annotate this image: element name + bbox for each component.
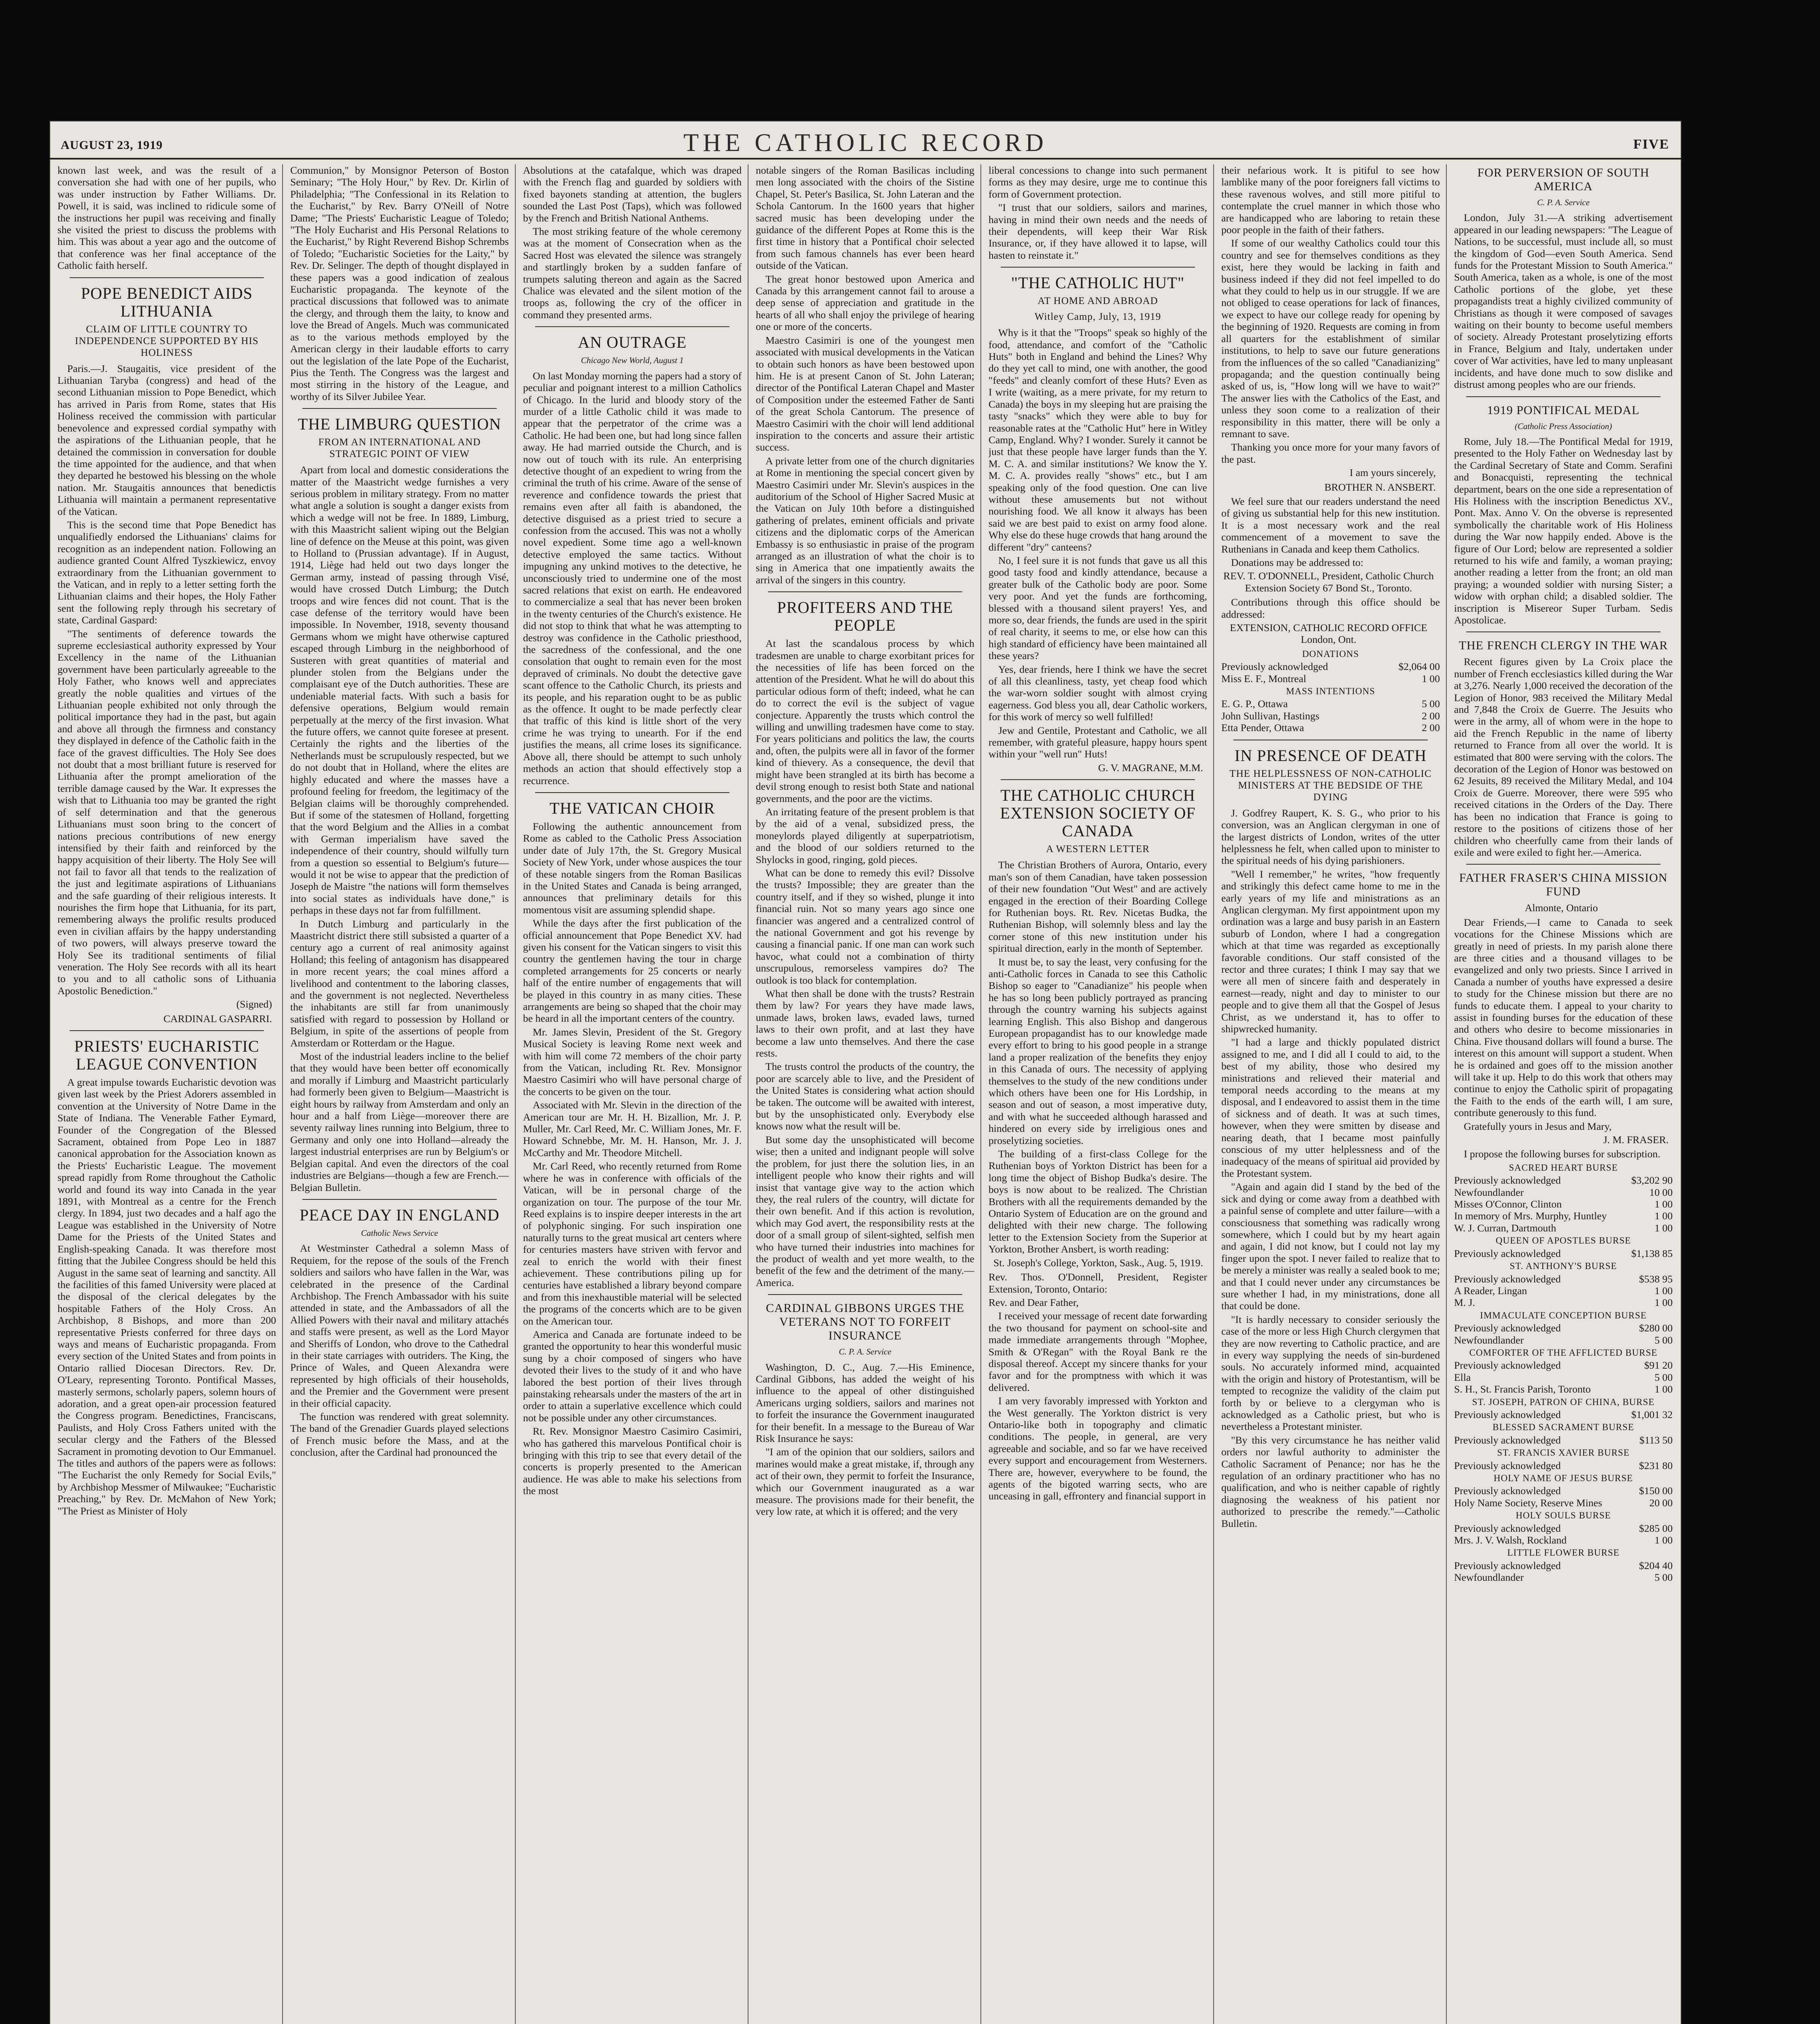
article-divider <box>302 408 497 409</box>
burse-heading: IMMACULATE CONCEPTION BURSE <box>1480 1310 1647 1320</box>
burse-amount: 5 00 <box>1654 1334 1673 1346</box>
burse-contributor: Newfoundlander <box>1454 1186 1524 1198</box>
burse-amount: $538 95 <box>1639 1273 1673 1285</box>
burse-amount: 5 00 <box>1654 1571 1673 1584</box>
article-continued-text: known last week, and was the result of a conversation she had with one of her pupils, who was under instruction by Father Williams. Dr. Powell, it is said, was inclined to ridicule some of the instructions her pupil was receiving and finally she visited the priest to discuss the problems with him. This was about a year ago and the outcome of that conference was her final acceptance of the Catholic faith herself. <box>57 164 276 272</box>
burse-amount: $280 00 <box>1639 1322 1673 1334</box>
burse-contributor: Previously acknowledged <box>1454 1434 1561 1446</box>
burse-table <box>1454 1359 1673 1395</box>
paragraph: A great impulse towards Eucharistic devotion was given last week by the Priest Adorers assembled in convention at the University of Notre Dame in the State of Indiana. The Venerable Father Eymard, Founder of the Congregation of the Blessed Sacrament, obtained from Pope Leo in 1887 canonical approbation for the Association known as the Priests' Eucharistic League. The movement spread rapidly from Rome throughout the Catholic world and found its way into Canada in the year 1891, with Montreal as a centre for the French clergy. In 1894, just two decades and a half ago the League was established in the University of Notre Dame for the Priests of the United States and English-speaking Canada. It was therefore most fitting that the Jubilee Congress should be held this August in the same seat of learning and sanctity. All the facilities of this famed University were placed at the disposal of the clerical delegates by the hospitable Fathers of the Holy Cross. An Archbishop, 8 Bishops, and more than 200 representative Priests conferred for three days on ways and means of Eucharistic propaganda. From every section of the United States and from points in Ontario rallied Diocesan Directors. Rev. Dr. O'Leary, representing Toronto. Pontifical Masses, masterly sermons, scholarly papers, solemn hours of adoration, and a great open-air procession featured the Congress program. Benedictines, Franciscans, Paulists, and Holy Cross Fathers united with the secular clergy and the Fathers of the Blessed Sacrament in promoting devotion to Our Emmanuel. The titles and authors of the papers were as follows: "The Eucharist the only Remedy for Social Evils," by Archbishop Messmer of Milwaukee; "Eucharistic Preaching," by Rev. Dr. McMahon of New York; "The Priest as Minister of Holy <box>57 1076 276 1517</box>
table-row <box>1454 1359 1673 1371</box>
source-credit: Chicago New World, August 1 <box>581 355 684 366</box>
burse-heading: ST. JOSEPH, PATRON OF CHINA, BURSE <box>1472 1397 1655 1407</box>
subheadline-helplessness: THE HELPLESSNESS OF NON-CATHOLIC MINISTERS AT THE BEDSIDE OF THE DYING <box>1229 768 1432 803</box>
column-3 <box>523 164 742 2024</box>
burse-table <box>1454 1409 1673 1420</box>
paragraph: If some of our wealthy Catholics could tour this country and see for themselves conditions as they exist, here they would be lacking in faith and business indeed if they did not feel impelled to do what they could to help us in our struggle. If we are not obliged to cease operations for lack of finances, we expect to have our college ready for opening by the beginning of 1920. Requests are coming in from all quarters for the establishment of similar institutions, to help to save our future generations from the influences of the so called "Canadianizing" propaganda; and the question continually being asked of us, is, "How long will we have to wait?" The answer lies with the Catholics of the East, and unless they soon come to a realization of their responsibility in this matter, there will be only a remnant to save. <box>1221 237 1440 440</box>
source-credit: C. P. A. Service <box>839 1347 891 1357</box>
burse-contributor: Previously acknowledged <box>1454 1359 1561 1371</box>
table-row: E. G. P., Ottawa 5 00 <box>1221 698 1440 710</box>
burse-heading: ST. FRANCIS XAVIER BURSE <box>1497 1448 1630 1458</box>
paragraph: The Christian Brothers of Aurora, Ontario, every man's son of them Canadian, have taken possession of their new foundation "Out West" and are actively engaged in the erection of their Boarding College for Ruthenian boys. Rt. Rev. Nicetas Budka, the Ruthenian Bishop, will solemnly bless and lay the corner stone of this new institution under his spiritual direction, early in the month of September. <box>989 859 1207 955</box>
subheadline-lithuania: CLAIM OF LITTLE COUNTRY TO INDEPENDENCE SUPPORTED BY HIS HOLINESS <box>75 323 259 358</box>
burse-contributor: A Reader, Lingan <box>1454 1284 1527 1297</box>
paragraph: The most striking feature of the whole ceremony was at the moment of Consecration when as the Sacred Host was elevated the silence was strangely and startlingly broken by a sudden fanfare of trumpets saluting thereon and again as the Sacred Chalice was elevated and the silent motion of the troops as, following the cry of the officer in command they presented arms. <box>523 225 742 321</box>
burse-table <box>1454 1273 1673 1309</box>
paragraph: notable singers of the Roman Basilicas including men long associated with the choirs of the Sistine Chapel, St. Peter's Basilica, St. John Lateran and the Schola Cantorum. In the 1600 years that higher sacred music has been developing under the guidance of the different Popes at Rome this is the first time in history that a Pontifical choir selected from such famous channels has ever been heard outside of the Vatican. <box>756 164 974 272</box>
column-rule <box>515 164 516 2024</box>
burse-contributor: Previously acknowledged <box>1454 1522 1561 1534</box>
burse-amount: $113 50 <box>1639 1434 1673 1446</box>
burse-contributor: Ella <box>1454 1371 1471 1383</box>
article-divider <box>302 1199 497 1200</box>
burse-contributor: Previously acknowledged <box>1454 1485 1561 1497</box>
paragraph: Washington, D. C., Aug. 7.—His Eminence, Cardinal Gibbons, has added the weight of his influence to the appeal of other distinguished Americans urging soldiers, sailors and marines not to forfeit the insurance the Government inaugurated for their benefit. In a message to the Bureau of War Risk Insurance he says: <box>756 1361 974 1444</box>
burse-contributor: S. H., St. Francis Parish, Toronto <box>1454 1383 1591 1395</box>
headline-peace-day: PEACE DAY IN ENGLAND <box>300 1205 500 1224</box>
dateline: Witley Camp, July, 13, 1919 <box>1034 311 1161 323</box>
paragraph: Recent figures given by La Croix place the number of French ecclesiastics killed during the War at 3,276. Nearly 1,000 received the decoration of the Legion of Honor, 983 received the Military Medal and 7,848 the Croix de Guerre. The Jesuits who were in the army, all of whom were in the hope to aid the French Republic in the name of liberty returned to France from all over the world. It is estimated that 800 were serving with the colors. The decoration of the Legion of Honor was bestowed on 62 Jesuits, 89 received the Military Medal, and 104 Croix de Guerre. Moreover, there were 595 who received citations in the Orders of the Day. There has been no indication that France is going to restore to the positions of citizens those of her children who cheerfully came from their lands of exile and were exiled to fight her.—America. <box>1454 656 1673 858</box>
paragraph: The building of a first-class College for the Ruthenian boys of Yorkton District has been for a long time the object of Bishop Budka's desire. The boys is now about to be realized. The Christian Brothers with all the requirements demanded by the Ontario System of Education are on the ground and delighted with their new charge. The following letter to the Extension Society from the Superior at Yorkton, Brother Ansbert, is worth reading: <box>989 1148 1207 1255</box>
article-divider <box>1466 631 1661 632</box>
burse-table <box>1454 1322 1673 1346</box>
table-row <box>1454 1273 1673 1285</box>
paragraph: Thanking you once more for your many favors of the past. <box>1221 441 1440 465</box>
burse-table <box>1454 1434 1673 1446</box>
article-divider <box>1466 396 1661 397</box>
signature: G. V. MAGRANE, M.M. <box>1098 761 1203 774</box>
paragraph: Contributions through this office should be addressed: <box>1221 596 1440 620</box>
burse-amount: 10 00 <box>1649 1186 1673 1198</box>
paragraph: "The sentiments of deference towards the supreme ecclesiastical authority expressed by Your Excellency in the name of the Lithuanian government have been particularly agreeable to the Holy Father, who knows well and appreciates greatly the noble qualities and virtues of the Lithuanian people exhibited not only through the political importance they had in the past, but again and above all through the firmness and constancy they displayed in defence of the Catholic faith in the face of the gravest difficulties. The Holy See does not doubt that a most brilliant future is reserved for Lithuania after the prompt amelioration of the terrible damage caused by the War. It expresses the wish that to Lithuania too may be granted the right of self determination and that the generous Lithuanians must soon bring to the concert of nations precious contributions of new energy intensified by their faith and reinforced by the happy acquisition of their liberty. The Holy See will not fail to favor all that tends to the realization of the just and legitimate aspirations of Lithuanians and the safe guarding of their religious interests. It nourishes the firm hope that Lithuania, for its part, remembering always the prolific results produced even in civilian affairs by the happy understanding of two powers, will always preserve toward the Holy See its traditional sentiments of filial veneration. The Holy See records with all its heart to you and to all catholic sons of Lithuania Apostolic Benediction." <box>57 627 276 997</box>
table-row <box>1454 1409 1673 1420</box>
table-row: Previously acknowledged $2,064 00 <box>1221 661 1440 673</box>
column-1 <box>57 164 276 2024</box>
table-row <box>1454 1522 1673 1534</box>
article-divider <box>535 326 729 327</box>
mass-intentions-heading: MASS INTENTIONS <box>1286 686 1376 697</box>
burse-amount: $1,001 32 <box>1631 1408 1673 1420</box>
burse-contributor: Previously acknowledged <box>1454 1322 1561 1334</box>
burse-amount: $1,138 85 <box>1631 1247 1673 1259</box>
article-divider <box>1001 779 1195 780</box>
column-2 <box>290 164 509 2024</box>
burse-heading: HOLY NAME OF JESUS BURSE <box>1493 1473 1633 1483</box>
paragraph: "I trust that our soldiers, sailors and marines, having in mind their own needs and the needs of their dependents, will keep their War Risk Insurance, or, if they have allowed it to lapse, will hasten to reinstate it." <box>989 202 1207 261</box>
burse-contributor: Previously acknowledged <box>1454 1273 1561 1285</box>
table-row <box>1454 1383 1673 1395</box>
burse-amount: 1 00 <box>1654 1198 1673 1210</box>
burse-table <box>1454 1560 1673 1584</box>
paragraph: Yes, dear friends, here I think we have the secret of all this cleanliness, tasty, yet cheap food which the war-worn soldier sought with almost crying eagerness. God bless you all, dear Catholic workers, for this work of mercy so well fulfilled! <box>989 663 1207 723</box>
column-5 <box>989 164 1207 2024</box>
column-rule <box>282 164 283 2024</box>
article-divider <box>535 792 729 793</box>
issue-date: AUGUST 23, 1919 <box>61 138 163 152</box>
paragraph: Rt. Rev. Monsignor Maestro Casimiro Casimiri, who has gathered this marvelous Pontifical choir is bringing with this trip to see that every detail of the concerts is properly presented to the American audience. He was able to make his selections from the most <box>523 1425 742 1497</box>
article-divider <box>768 591 962 592</box>
paragraph: Following the authentic announcement from Rome as cabled to the Catholic Press Association under date of July 17th, the St. Gregory Musical Society of New York, under whose auspices the tour of these notable singers from the Roman Basilicas in the United States and Canada is being arranged, announces that preliminary details for this momentous visit are assuming splendid shape. <box>523 820 742 916</box>
paragraph: Jew and Gentile, Protestant and Catholic, we all remember, with grateful pleasure, happy hours spent within your "well run" Huts! <box>989 724 1207 760</box>
paragraph: What then shall be done with the trusts? Restrain them by law? For years they have made laws, unmade laws, broken laws, evaded laws, turned laws to their own profit, and at last they have become a law unto themselves. And there the case rests. <box>756 988 974 1059</box>
signature: J. M. FRASER. <box>1603 1134 1669 1146</box>
subheadline-catholic-hut: AT HOME AND ABROAD <box>1038 296 1158 307</box>
paragraph: Donations may be addressed to: <box>1231 557 1363 568</box>
table-row <box>1454 1560 1673 1571</box>
table-row <box>1454 1460 1673 1471</box>
burse-contributor: Holy Name Society, Reserve Mines <box>1454 1497 1602 1509</box>
burse-heading: HOLY SOULS BURSE <box>1516 1510 1611 1521</box>
paragraph: Mr. James Slevin, President of the St. Gregory Musical Society is leaving Rome next week and with him will come 72 members of the choir party from the Vatican, including Rt. Rev. Monsignor Maestro Casimiri who will have personal charge of the concerts to be given on the tour. <box>523 1026 742 1097</box>
paragraph: No, I feel sure it is not funds that gave us all this good tasty food and kindly attendance, because a greater bulk of the Catholic body are poor. Some very poor. And yet the funds are forthcoming, blessed with a thousand silent prayers! Yes, and more so, dear friends, the funds are used in the spirit of real charity, it seems to me, or else how can this high standard of efficiency have been maintained all these years? <box>989 554 1207 662</box>
paragraph: I propose the following burses for subscription. <box>1464 1148 1661 1160</box>
paragraph: We feel sure that our readers understand the need of giving us substantial help for this new institution. It is a most necessary work and the real commencement of a movement to save the Ruthenians in Canada and keep them Catholics. <box>1221 495 1440 555</box>
burse-amount: 5 00 <box>1654 1371 1673 1383</box>
table-row <box>1454 1334 1673 1346</box>
table-row <box>1454 1571 1673 1583</box>
newspaper-title: THE CATHOLIC RECORD <box>683 129 1048 157</box>
paragraph: liberal concessions to change into such permanent forms as they may desire, urge me to continue this form of Government protection. <box>989 164 1207 200</box>
burse-amount: 1 00 <box>1654 1383 1673 1395</box>
donations-heading: DONATIONS <box>1302 648 1359 659</box>
headline-french-clergy: THE FRENCH CLERGY IN THE WAR <box>1459 639 1668 653</box>
paragraph: The function was rendered with great solemnity. The band of the Grenadier Guards played selections of French music before the Mass, and at the conclusion, after the Cardinal had pronounced the <box>290 1411 509 1458</box>
table-row: Miss E. F., Montreal 1 00 <box>1221 672 1440 685</box>
paragraph: Maestro Casimiri is one of the youngest men associated with musical developments in the Vatican to obtain such honors as have been bestowed upon him. He is at present Canon of St. John Lateran; director of the Pontifical Lateran Chapel and Master of Composition under the esteemed Father de Santi of the great Schola Cantorum. The presence of Maestro Casimiri with the choir will lend additional inspiration to the concerts and assure their artistic success. <box>756 334 974 453</box>
column-rule <box>1213 164 1214 2024</box>
table-row <box>1454 1210 1673 1222</box>
donations-table <box>1221 661 1440 685</box>
headline-vatican-choir: THE VATICAN CHOIR <box>549 799 715 817</box>
burse-amount: 1 00 <box>1654 1222 1673 1234</box>
table-row <box>1454 1371 1673 1383</box>
paragraph: In Dutch Limburg and particularly in the Maastricht district there still subsisted a quarter of a century ago a current of real animosity against Holland; this feeling of antagonism has disappeared in more recent years; the coal mines afford a livelihood and contentment to the laboring classes, and the government is not neglected. Nevertheless the inhabitants are still far from unanimously satisfied with regard to possession by Holland or Belgium, in spite of the assertions of people from Amsterdam or Rotterdam or the Hague. <box>290 918 509 1049</box>
paragraph: What can be done to remedy this evil? Dissolve the trusts? Impossible; they are greater than the country itself, and if they so wished, plunge it into financial ruin. Not so many years ago since one financier was angered and a centralized control of the national Government and got his revenge by causing a financial panic. If one man can work such havoc, what could not a combination of thirty unscrupulous, remorseless vampires do? The outlook is too black for contemplation. <box>756 867 974 986</box>
page-number: FIVE <box>1633 137 1669 152</box>
paragraph: Apart from local and domestic considerations the matter of the Maastricht wedge furnishes a very serious problem in military strategy. From no matter what angle a solution is sought a danger exists from which a wedge will not be free. In 1889, Limburg, with this Maastricht salient wiping out the Belgian line of defence on the Meuse at this point, was given to Holland to (Prussian advantage). If in August, 1914, Liège had held out two days longer the German army, instead of passing through Visé, would have crossed Dutch Limburg; the Dutch troops and wire fences did not count. That is the case defense of the territory would have been impossible. In November, 1918, seventy thousand Germans whom we might have otherwise captured escaped through Limburg in the neighborhood of Susteren with great quantities of material and plunder stolen from the Belgians under the complaisant eye of the Dutch authorities. These are undeniable material facts. With such a basis for defensive operations, Belgium would remain perpetually at the mercy of the first invasion. What the future offers, we cannot quite foresee at present. Certainly the rights and the liberties of the Netherlands must be scrupulously respected, but we do not doubt that in Holland, where the elites are highly educated and where the masses have a profound feeling for freedom, the legitimacy of the Belgian claims will be thoroughly comprehended. But if some of the statesmen of Holland, forgetting that the word Belgium and the Allies in a combat with German imperialism have saved the independence of their country, should wilfully turn from a question so essential to Belgium's future—would it not be wise to appear that the prediction of Joseph de Maistre "the nations will form themselves into social states as individuals have done," is perhaps in these days not far from fulfillment. <box>290 464 509 916</box>
column-7 <box>1454 164 1673 2024</box>
paragraph: Absolutions at the catafalque, which was draped with the French flag and guarded by soldiers with fixed bayonets standing at attention, the buglers sounded the Last Post (Taps), which was followed by the French and British National Anthems. <box>523 164 742 224</box>
table-row <box>1454 1198 1673 1210</box>
burse-contributor: W. J. Curran, Dartmouth <box>1454 1222 1556 1234</box>
headline-profiteers: PROFITEERS AND THE PEOPLE <box>777 598 953 635</box>
burse-contributor: Newfoundlander <box>1454 1571 1524 1584</box>
burse-listings <box>1454 1162 1673 1584</box>
headline-cardinal-gibbons: CARDINAL GIBBONS URGES THE VETERANS NOT TO FORFEIT INSURANCE <box>765 1301 965 1343</box>
burse-contributor: M. J. <box>1454 1297 1475 1309</box>
article-divider <box>1001 267 1195 268</box>
paragraph: Rome, July 18.—The Pontifical Medal for 1919, presented to the Holy Father on Wednesday last by the Cardinal Secretary of State and Comm. Serafini and Bonacquisti, representing the technical department, bears on the one side a representation of His Holiness with the inscription Benedictus XV., Pont. Max. Anno V. On the obverse is represented symbolically the charitable work of His Holiness during the War now happily ended. Above is the figure of Our Lord; below are represented a soldier returned to his wife and family, a woman praying; another reading a letter from the front; an old man praying; a wounded soldier with nursing Sister; a widow with orphan child; a disabled soldier. The inscription is Misereor Super Turbam. Sedis Apostolicae. <box>1454 435 1673 626</box>
dateline: Almonte, Ontario <box>1524 902 1598 914</box>
burse-heading: COMFORTER OF THE AFFLICTED BURSE <box>1469 1347 1658 1358</box>
source-credit: C. P. A. Service <box>1537 198 1590 207</box>
paragraph: "By this very circumstance he has neither valid orders nor lawful authority to administer the Catholic Sacrament of Penance; nor has he the regulation of an ordinary practitioner who has no qualification, and who is neither capable of rightly diagnosing the weakness of his patient nor authorized to prescribe the remedy."—Catholic Bulletin. <box>1221 1434 1440 1529</box>
burse-amount: $231 80 <box>1639 1459 1673 1471</box>
paragraph: At last the scandalous process by which tradesmen are unable to charge exorbitant prices for the necessities of life has been forced on the attention of the President. What he will do about this particular odious form of theft; indeed, what he can do to correct the evil is the subject of vague conjecture. Apparently the trusts which control the willing and unwilling tradesmen have come to stay. For years politicians and politics the law, the courts and, often, the pulpits were all in favor of the former kind of thievery. As a consequence, the devil that might have been strangled at its birth has become a devil strong enough to resist both State and national governments, and the poor are the victims. <box>756 638 974 804</box>
subheadline-limburg: FROM AN INTERNATIONAL AND STRATEGIC POINT OF VIEW <box>318 437 481 460</box>
column-rule <box>980 164 981 2024</box>
table-row <box>1454 1222 1673 1234</box>
burse-table <box>1454 1248 1673 1259</box>
masthead <box>49 128 1682 159</box>
burse-amount: $3,202 90 <box>1631 1174 1673 1186</box>
burse-contributor: Previously acknowledged <box>1454 1174 1561 1186</box>
headline-south-america: FOR PERVERSION OF SOUTH AMERICA <box>1477 166 1650 193</box>
headline-pontifical-medal: 1919 PONTIFICAL MEDAL <box>1487 403 1640 417</box>
paragraph: America and Canada are fortunate indeed to be granted the opportunity to hear this wonderful music sung by a choir composed of singers who have devoted their lives to the study of it and who have labored the best portion of their lives through painstaking rehearsals under the masters of the art in order to attain a superlative excellence which could not be possible under any other circumstances. <box>523 1328 742 1424</box>
burse-contributor: Previously acknowledged <box>1454 1247 1561 1259</box>
paragraph: The trusts control the products of the country, the poor are scarcely able to live, and the President of the United States is considering what action should be taken. The outcome will be awaited with interest, but by the unsophisticated only. Everybody else knows now what the result will be. <box>756 1061 974 1132</box>
burse-contributor: In memory of Mrs. Murphy, Huntley <box>1454 1210 1607 1222</box>
letter-place: St. Joseph's College, Yorkton, Sask., Aug. 5, 1919. <box>993 1256 1203 1269</box>
burse-amount: $285 00 <box>1639 1522 1673 1534</box>
headline-extension-society: THE CATHOLIC CHURCH EXTENSION SOCIETY OF CANADA <box>1000 786 1196 840</box>
paragraph: Associated with Mr. Slevin in the direction of the American tour are Mr. H. H. Bizallion, Mr. J. P. Muller, Mr. Carl Reed, Mr. C. William Jones, Mr. F. Howard Schnebbe, Mr. M. H. Hanson, Mr. J. J. McCarthy and Mr. Theodore Mitchell. <box>523 1099 742 1159</box>
table-row <box>1454 1285 1673 1297</box>
paragraph: Mr. Carl Reed, who recently returned from Rome where he was in conference with officials of the Vatican, will be in personal charge of the organization on tour. The purpose of the tour Mr. Reed explains is to inspire deeper interests in the art of polyphonic singing. For such inspiration one naturally turns to the great musical art centers where for centuries masters have striven with fervor and zeal to enrich the world with their finest achievement. These contributions piling up for centuries have established a library beyond compare and from this inexhaustible material will be selected the programs of the concerts which are to be given on the American tour. <box>523 1160 742 1327</box>
burse-table <box>1454 1485 1673 1509</box>
letter-closing: Gratefully yours in Jesus and Mary, <box>1464 1120 1612 1132</box>
burse-amount: $150 00 <box>1639 1485 1673 1497</box>
headline-pope-benedict: POPE BENEDICT AIDS LITHUANIA <box>81 284 253 320</box>
source-credit: Catholic News Service <box>361 1228 438 1238</box>
column-rule <box>1446 164 1447 2024</box>
paragraph: J. Godfrey Raupert, K. S. G., who prior to his conversion, was an Anglican clergyman in one of the largest districts of London, writes of the utter helplessness he felt, when called upon to minister to the spiritual needs of his dying parishioners. <box>1221 807 1440 867</box>
source-credit: (Catholic Press Association) <box>1514 421 1612 431</box>
table-row <box>1454 1434 1673 1446</box>
headline-limburg-question: THE LIMBURG QUESTION <box>298 415 502 434</box>
article-divider <box>768 1294 962 1295</box>
paragraph: But some day the unsophisticated will become wise; then a united and indignant people will solve the problem, for just there the solution lies, in an intelligent people who know their rights and will insist that vantage give way to the action which they, the real rulers of the country, will dictate for their own benefit. And if this action is revolution, which may God avert, the responsibility rests at the door of a small group of silent-sighted, selfish men who have turned their industries into machines for the product of wealth and yet more wealth, to the benefit of the few and the detriment of the many.—America. <box>756 1133 974 1288</box>
paragraph: While the days after the first publication of the official announcement that Pope Benedict XV. had given his consent for the Vatican singers to visit this country the gentlemen having the tour in charge completed arrangements for 25 concerts or nearly half of the entire number of engagements that will be played in this country in as many cities. These arrangements are being so shaped that the choir may be heard in all the important centers of the country. <box>523 917 742 1025</box>
paragraph: It must be, to say the least, very confusing for the anti-Catholic forces in Canada to see this Catholic Bishop so eager to "Canadianize" his people when he has so long been publicly portrayed as prancing through the country warning his subjects against learning English. This also Bishop and dangerous European propagandist has to our knowledge made every effort to bring to his good people in a strange land a proper realization of the benefits they enjoy in this Canada of ours. The necessity of applying themselves to the study of the new conditions under which others have been one for His Lordship, in season and out of season, a most imperative duty, and with what he succeeded although harassed and hindered on every side by irreligious ones and proselytizing societies. <box>989 956 1207 1146</box>
paragraph: At Westminster Cathedral a solemn Mass of Requiem, for the repose of the souls of the French soldiers and sailors who have fallen in the War, was celebrated in the presence of the Cardinal Archbishop. The French Ambassador with his suite attended in state, and the Ambassadors of all the Allied Powers with their naval and military attachés and staffs were present, as well as the Lord Mayor and Sheriffs of London, who drove to the Cathedral in their state carriages with outriders. The King, the Prince of Wales, and Queen Alexandra were represented by high officials of their households, and the Premier and the Government were present in their official capacity. <box>290 1242 509 1409</box>
paragraph: Why is it that the "Troops" speak so highly of the food, attendance, and comfort of the "Catholic Huts" both in England and behind the Lines? Why do they yet call to mind, one with another, the good "feeds" and cleanly comfort of these Huts? Even as I write (waiting, as a mere private, for my return to Canada) the boys in my sleeping hut are praising the tasty "snacks" which they were able to buy for reasonable rates at the "Catholic Hut" here in Witley Camp, England. Why? I wonder. Surely it cannot be just that these people have larger funds than the Y. M. C. A. and similar institutions? We know the Y. M. C. A. provides really "shows" etc., but I am speaking only of the food question. One can live without these amusements but not without nourishing food. We all know it always has been said we are best paid to exist on army food alone. Why else do these huge crowds that hang around the different "dry" canteens? <box>989 327 1207 553</box>
paragraph: This is the second time that Pope Benedict has unqualifiedly endorsed the Lithuanians' claims for recognition as an independent nation. Following an audience granted Count Alfred Tyszkiewicz, envoy extraordinary from the Lithuanian government to the Vatican, and in reply to a letter setting forth the Lithuanian claims and their hopes, the Holy Father sent the following reply through his secretary of state, Cardinal Gaspard: <box>57 519 276 626</box>
table-row <box>1454 1485 1673 1497</box>
paragraph: On last Monday morning the papers had a story of peculiar and poignant interest to a million Catholics of Chicago. In the lurid and bloody story of the murder of a little Catholic child it was made to appear that the perpetrator of the crime was a Catholic. He had been one, but had long since fallen away. He had married outside the Church, and is now out of touch with its rule. An enterprising detective thought of an expedient to wring from the criminal the truth of his crime. Aware of the sense of reverence and confidence towards the priest that remains even after all faith is abandoned, the detective disguised as a priest tried to secure a confession from the accused. This was not a wholly novel expedient. Some time ago a well-known detective employed the same tactics. Without impugning any unkind motives to the detective, he unconsciously tried to undermine one of the most sacred relations that exist on earth. He endeavored to commercialize a seal that has never been broken in the twenty centuries of the Church's existence. He did not stop to think that what he was attempting to destroy was confidence in the Catholic priesthood, the sacredness of the confessional, and the one consolation that ought to remain even for the most depraved of criminals. No doubt the detective gave scant offence to the Catholic Church, its priests and its people, and his reparation ought to be as public as the offence. It ought to be made perfectly clear that traffic of this kind is little short of the very crime he was trying to unearth. For if the end justifies the means, all crime loses its significance. Above all, there should be attempt to such unholy methods an action that should effectively stop a recurrence. <box>523 370 742 787</box>
headline-catholic-hut: "THE CATHOLIC HUT" <box>1011 274 1185 292</box>
signature: CARDINAL GASPARRI. <box>163 1012 272 1025</box>
burse-contributor: Previously acknowledged <box>1454 1408 1561 1420</box>
paragraph: I received your message of recent date forwarding the two thousand for payment on school-site and made immediate arrangements through "Mophee, Smith & O'Regan" with the Royal Bank re the disposal thereof. Accept my sincere thanks for your favor and for the promptness with which it was delivered. <box>989 1310 1207 1393</box>
burse-amount: 1 00 <box>1654 1284 1673 1297</box>
letter-closing: I am yours sincerely, <box>1350 467 1436 479</box>
paragraph: Communion," by Monsignor Peterson of Boston Seminary; "The Holy Hour," by Rev. Dr. Kirlin of Philadelphia; "The Confessional in its Relation to the Eucharist," by Rev. Barry O'Neill of Notre Dame; "The Priests' Eucharistic League of Toledo; "The Holy Eucharist and His Personal Relations to the Eucharist," by Right Reverend Bishop Schrembs of Toledo; "Eucharistic Societies for the Laity," by Rev. Dr. Selinger. The depth of thought displayed in these papers was a good indication of zealous Eucharistic propaganda. The keynote of the practical discussions that followed was to animate the clergy, and through them the laity, to know and love the Bread of Angels. Much was communicated as to the various methods employed by the American clergy in their laudable efforts to carry out the legislation of the late Pope of the Eucharist, Pius the Tenth. The Congress was the largest and most stirring in the history of the League, and worthy of its Silver Jubilee Year. <box>290 164 509 402</box>
burse-contributor: Previously acknowledged <box>1454 1459 1561 1471</box>
paragraph: I am very favorably impressed with Yorkton and the West generally. The Yorkton district is very Ontario-like both in topography and climatic conditions. The people, in general, are very agreeable and sociable, and so far we have received every support and encouragement from Westerners. There are, however, everywhere to be found, the agents of the bigoted warring sects, who are unceasing in gall, effrontery and financial support in <box>989 1395 1207 1502</box>
office-address: EXTENSION, CATHOLIC RECORD OFFICE London, Ont. <box>1230 622 1427 646</box>
burse-amount: $91 20 <box>1644 1359 1673 1371</box>
newspaper-page <box>49 121 1682 2024</box>
paragraph: A private letter from one of the church dignitaries at Rome in mentioning the special concert given by Maestro Casimiri under Mr. Slevin's auspices in the auditorium of the School of Higher Sacred Music at the Vatican on July 10th before a distinguished gathering of prelates, eminent officials and private citizens and the diplomatic corps of the American Embassy is so enthusiastic in praise of the program arranged as an illustration of what the choir is to sing in America that one impatiently awaits the arrival of the singers in this country. <box>756 455 974 586</box>
burse-amount: 1 00 <box>1654 1210 1673 1222</box>
article-divider <box>70 277 264 278</box>
paragraph: Most of the industrial leaders incline to the belief that they would have been better off economically and morally if Limburg and Maastricht particularly had formerly been given to Belgium—Maastricht is eight hours by railway from Amsterdam and only an hour and a half from Liège—moreover there are seventy railway lines running into Belgium, three to Germany and only one into Holland—already the largest industrial enterprises are run by Belgium's or Belgian capital. And even the directors of the coal industries are Belgians—though a few are French.—Belgian Bulletin. <box>290 1050 509 1193</box>
paragraph: An irritating feature of the present problem is that by the aid of a venal, subsidized press, the moneylords played diligently at superpatriotism, and the blood of our soldiers returned to the Shylocks in good, ringing, gold pieces. <box>756 806 974 865</box>
subheadline-western-letter: A WESTERN LETTER <box>1046 844 1150 855</box>
table-row <box>1454 1322 1673 1334</box>
burse-table <box>1454 1460 1673 1471</box>
paragraph: Paris.—J. Staugaitis, vice president of the Lithuanian Taryba (congress) and head of the second Lithuanian mission to Pope Benedict, which has arrived in Paris from Rome, states that His Holiness received the commission with particular benevolence and expressed cordial sympathy with the aspirations of the Lithuanian people, that he detained the commission in conversation for double the time appointed for the audience, and that when they departed he bestowed his blessing on the whole nation. Mr. Staugaitis announces that benedictis Lithuania will maintain a permanent representative of the Vatican. <box>57 362 276 517</box>
headline-eucharistic-league: PRIESTS' EUCHARISTIC LEAGUE CONVENTION <box>74 1037 259 1073</box>
paragraph: "It is hardly necessary to consider seriously the case of the more or less High Church clergymen that they are now reverting to Catholic practice, and are in every way supplying the needs of sin-burdened souls. No accurately informed mind, acquainted with the origin and history of Protestantism, will be tempted to recognize the validity of the claim put forth by or believe to a clergyman who is acknowledged as a Catholic priest, but who is nevertheless a Protestant minister. <box>1221 1313 1440 1433</box>
column-4 <box>756 164 974 2024</box>
paragraph: London, July 31.—A striking advertisement appeared in our leading newspapers: "The League of Nations, to be successful, must include all, so must the kingdom of God—even South America. Send funds for the Protestant Mission to South America." South America, taken as a whole, is one of the most Catholic portions of the globe, yet these propagandists treat a highly civilized community of Christians as though it were composed of savages waiting on their bounty to become useful members of society. Already Protestant proselytizing efforts in France, Belgium and Italy, undertaken under cover of War activities, have led to many unpleasant incidents, and have done much to sow dislike and distrust among peoples who are our friends. <box>1454 212 1673 391</box>
burse-contributor: Newfoundlander <box>1454 1334 1524 1346</box>
table-row <box>1454 1497 1673 1509</box>
article-divider <box>70 1030 264 1031</box>
table-row <box>1454 1174 1673 1186</box>
paragraph: their nefarious work. It is pitiful to see how lamblike many of the poor foreigners fall victims to these ravenous wolves, and still more pitiful to contemplate the cruel manner in which those who are handicapped who are laboring to retain these poor people in the faith of their fathers. <box>1221 164 1440 236</box>
table-row: John Sullivan, Hastings 2 00 <box>1221 710 1440 722</box>
burse-heading: BLESSED SACRAMENT BURSE <box>1493 1422 1634 1433</box>
burse-heading: ST. ANTHONY'S BURSE <box>1510 1261 1617 1271</box>
burse-table <box>1454 1522 1673 1546</box>
headline-an-outrage: AN OUTRAGE <box>578 333 687 352</box>
headline-presence-of-death: IN PRESENCE OF DEATH <box>1234 746 1427 765</box>
headline-china-mission-fund: FATHER FRASER'S CHINA MISSION FUND <box>1459 871 1668 899</box>
burse-contributor: Mrs. J. V. Walsh, Rockland <box>1454 1534 1567 1546</box>
signature: BROTHER N. ANSBERT. <box>1324 481 1436 493</box>
paragraph: "Well I remember," he writes, "how frequently and strikingly this defect came home to me in the early years of my life and ministrations as an Anglican clergyman. My first appointment upon my ordination was a large and busy parish in an Eastern suburb of London, where I had a congregation which at that time was regarded as exceptionally favorable conditions. Our staff consisted of the rector and three curates; I think I may say that we were all men of sincere faith and desperately in earnest—ready, night and day to minister to our people and to give them all that the Gospel of Jesus Christ, as we understand it, has to offer to shipwrecked humanity. <box>1221 868 1440 1035</box>
paragraph: "I had a large and thickly populated district assigned to me, and I did all I could to aid, to the best of my ability, those who desired my ministrations and relieved their material and temporal needs according to the means at my disposal, and I endeavored to assist them in the time of sickness and of death. It was at such times, however, when they were smitten by disease and nearing death, that I became most painfully conscious of my utter helplessness and of the inadequacy of the means of spiritual aid provided by the Protestant system. <box>1221 1036 1440 1179</box>
letter-salutation: Rev. and Dear Father, <box>989 1296 1079 1308</box>
burse-heading: SACRED HEART BURSE <box>1509 1162 1618 1173</box>
burse-amount: 20 00 <box>1649 1497 1673 1509</box>
table-row <box>1454 1186 1673 1198</box>
letter-address: Rev. Thos. O'Donnell, President, Register Extension, Toronto, Ontario: <box>989 1271 1207 1295</box>
burse-contributor: Previously acknowledged <box>1454 1559 1561 1571</box>
burse-heading: LITTLE FLOWER BURSE <box>1507 1548 1620 1558</box>
burse-table <box>1454 1174 1673 1234</box>
mass-intentions-table <box>1221 698 1440 733</box>
burse-amount: 1 00 <box>1654 1297 1673 1309</box>
paragraph: The great honor bestowed upon America and Canada by this arrangement cannot fail to arouse a deep sense of appreciation and gratitude in the hearts of all who shall enjoy the privilege of hearing one or more of the concerts. <box>756 273 974 333</box>
column-6 <box>1221 164 1440 2024</box>
burse-contributor: Misses O'Connor, Clinton <box>1454 1198 1562 1210</box>
paragraph: "Again and again did I stand by the bed of the sick and dying or come away from a deathbed with a painful sense of complete and utter failure—with a consciousness that something was radically wrong somewhere, which I could but by my heart again and again, I did not know, but I could not lay my finger upon the spot. I never failed to realize that to be merely a minister was really a sealed book to me; and that I could never under any circumstances be sure whether I had, in my ministrations, done all that could be done. <box>1221 1181 1440 1312</box>
burse-heading: QUEEN OF APOSTLES BURSE <box>1495 1235 1631 1246</box>
paragraph: "I am of the opinion that our soldiers, sailors and marines would make a great mistake, if, through any act of their own, they permit to forfeit the Insurance, which our Government inaugurated as a war measure. The provisions made for their benefit, the very low rate, at which it is offered; and the very <box>756 1446 974 1518</box>
table-row <box>1454 1297 1673 1308</box>
table-row: Etta Pender, Ottawa 2 00 <box>1221 722 1440 734</box>
burse-amount: $204 40 <box>1639 1559 1673 1571</box>
donation-address: REV. T. O'DONNELL, President, Catholic Church Extension Society 67 Bond St., Toronto. <box>1223 570 1434 594</box>
article-divider <box>1466 864 1661 865</box>
burse-amount: 1 00 <box>1654 1534 1673 1546</box>
paragraph: Dear Friends,—I came to Canada to seek vocations for the Chinese Missions which are greatly in need of priests. In my parish alone there are three cities and a thousand villages to be evangelized and only two priests. Since I arrived in Canada a number of youths have expressed a desire to study for the Chinese mission but there are no funds to educate them. I appeal to your charity to assist in founding burses for the education of these and others who desire to become missionaries in China. Five thousand dollars will found a burse. The interest on this amount will support a student. When he is ordained and goes off to the mission another will take it up. Help to do this work that others may continue to enjoy the Catholic spirit of propagating the Faith to the ends of the earth will, I am sure, contribute generously to this fund. <box>1454 916 1673 1119</box>
table-row <box>1454 1248 1673 1259</box>
signed-note: (Signed) <box>236 998 272 1010</box>
table-row <box>1454 1534 1673 1546</box>
